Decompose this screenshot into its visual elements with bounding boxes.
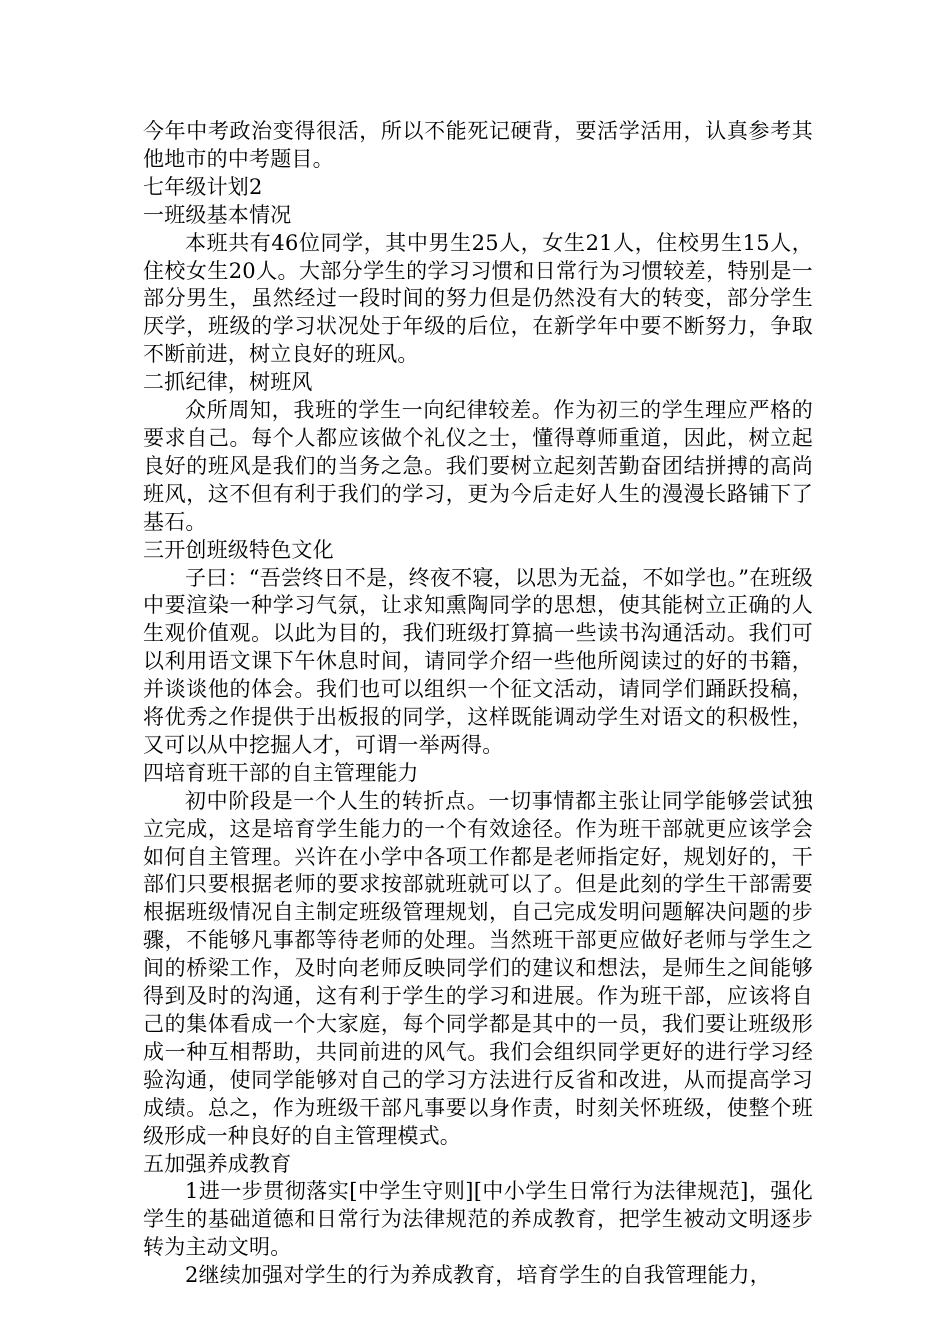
section-heading-3: 三开创班级特色文化 (143, 537, 334, 562)
section-paragraph-1: 本班共有46位同学，其中男生25人，女生21人，住校男生15人，住校女生20人。大部分学生的学习习惯和日常行为习惯较差，特别是一部分男生，虽然经过一段时间的努力但是仍然没有大的转变，部分学生厌学，班级的学习状况处于年级的后位，在新学年中要不断努力，争取不断前进，树立良好的班风。 (143, 230, 813, 367)
section-heading-2: 二抓纪律，树班风 (143, 370, 313, 395)
section-paragraph-5-1: 1进一步贯彻落实[中学生守则][中小学生日常行为法律规范]，强化学生的基础道德和日常行为法律规范的养成教育，把学生被动文明逐步转为主动文明。 (143, 1179, 813, 1260)
section-heading-5: 五加强养成教育 (143, 1151, 292, 1176)
document-page (143, 118, 813, 1290)
section-paragraph-3: 子曰：“吾尝终日不是，终夜不寝，以思为无益，不如学也。”在班级中要渲染一种学习气氛，让求知熏陶同学的思想，使其能树立正确的人生观价值观。以此为目的，我们班级打算搞一些读书沟通活动。我们可以利用语文课下午休息时间，请同学介绍一些他所阅读过的好的书籍，并谈谈他的体会。我们也可以组织一个征文活动，请同学们踊跃投稿，将优秀之作提供于出板报的同学，这样既能调动学生对语文的积极性，又可以从中挖掘人才，可谓一举两得。 (143, 565, 813, 757)
section-paragraph-2: 众所周知，我班的学生一向纪律较差。作为初三的学生理应严格的要求自己。每个人都应该做个礼仪之士，懂得尊师重道，因此，树立起良好的班风是我们的当务之急。我们要树立起刻苦勤奋团结拼搏的高尚班风，这不但有利于我们的学习，更为今后走好人生的漫漫长路铺下了基石。 (143, 398, 813, 534)
section-heading-1: 一班级基本情况 (143, 202, 292, 227)
document-title: 七年级计划2 (143, 174, 263, 199)
section-paragraph-4: 初中阶段是一个人生的转折点。一切事情都主张让同学能够尝试独立完成，这是培育学生能力的一个有效途径。作为班干部就更应该学会如何自主管理。兴许在小学中各项工作都是老师指定好，规划好的，干部们只要根据老师的要求按部就班就可以了。但是此刻的学生干部需要根据班级情况自主制定班级管理规划，自己完成发明问题解决问题的步骤，不能够凡事都等待老师的处理。当然班干部更应做好老师与学生之间的桥梁工作，及时向老师反映同学们的建议和想法，是师生之间能够得到及时的沟通，这有利于学生的学习和进展。作为班干部，应该将自己的集体看成一个大家庭，每个同学都是其中的一员，我们要让班级形成一种互相帮助，共同前进的风气。我们会组织同学更好的进行学习经验沟通，使同学能够对自己的学习方法进行反省和改进，从而提高学习成绩。总之，作为班级干部凡事要以身作责，时刻关怀班级，使整个班级形成一种良好的自主管理模式。 (143, 788, 813, 1148)
intro-paragraph: 今年中考政治变得很活，所以不能死记硬背，要活学活用，认真参考其他地市的中考题目。 (143, 119, 813, 171)
section-heading-4: 四培育班干部的自主管理能力 (143, 760, 419, 785)
section-paragraph-5-2: 2继续加强对学生的行为养成教育，培育学生的自我管理能力， (185, 1263, 771, 1288)
